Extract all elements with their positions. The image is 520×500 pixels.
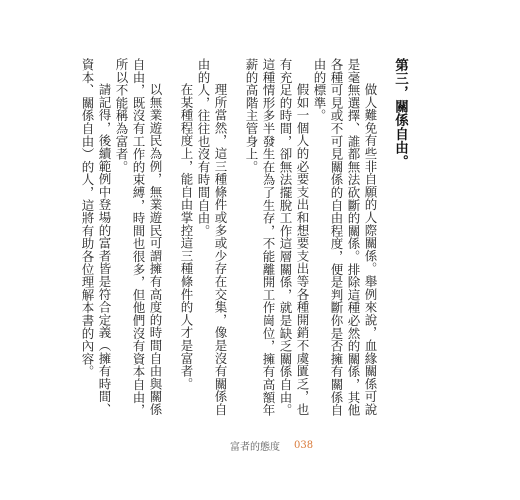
paragraph-5: 以無業遊民為例，無業遊民可謂擁有高度的時間自由與關係自由，既沒有工作的束縛，時間也很多，但他們沒有資本自由，所以不能稱為富者。 [114,58,163,417]
paragraph-3: 理所當然，這三種條件或多或少存在交集，像是沒有關係自由的人，往往也沒有時間自由。 [196,58,228,416]
page-footer [230,438,313,453]
paragraph-6: 請記得，後續範例中登場的富者皆是符合定義（擁有時間、資本、關係自由）的人，這將有助各位理解本書的內容。 [80,58,112,416]
footer-book-title: 富者的態度 [230,442,280,453]
section-heading: 第三，關係自由。 [392,58,408,169]
paragraph-1: 做人難免有些非自願的人際關係。舉例來說，血緣關係可說是毫無選擇、誰都無法砍斷的關係。排除這種必然的關係，其他各種可見或不可見關係的自由程度，便是判斷你是否擁有關係自由的標準。 [312,58,378,417]
paragraph-2: 假如一個人的必要支出和想要支出等各種開銷不虞匱乏，也有充足的時間，卻無法擺脫工作這層關係，就是缺乏關係自由。這種情形多半發生在為了生存，不能離開工作崗位，擁有高額年薪的高階主管身上。 [244,58,310,417]
page-number: 038 [294,440,314,451]
paragraph-4: 在某種程度上，能自由掌控這三種條件的人才是富者。 [179,83,194,391]
vertical-text-block [65,58,408,418]
